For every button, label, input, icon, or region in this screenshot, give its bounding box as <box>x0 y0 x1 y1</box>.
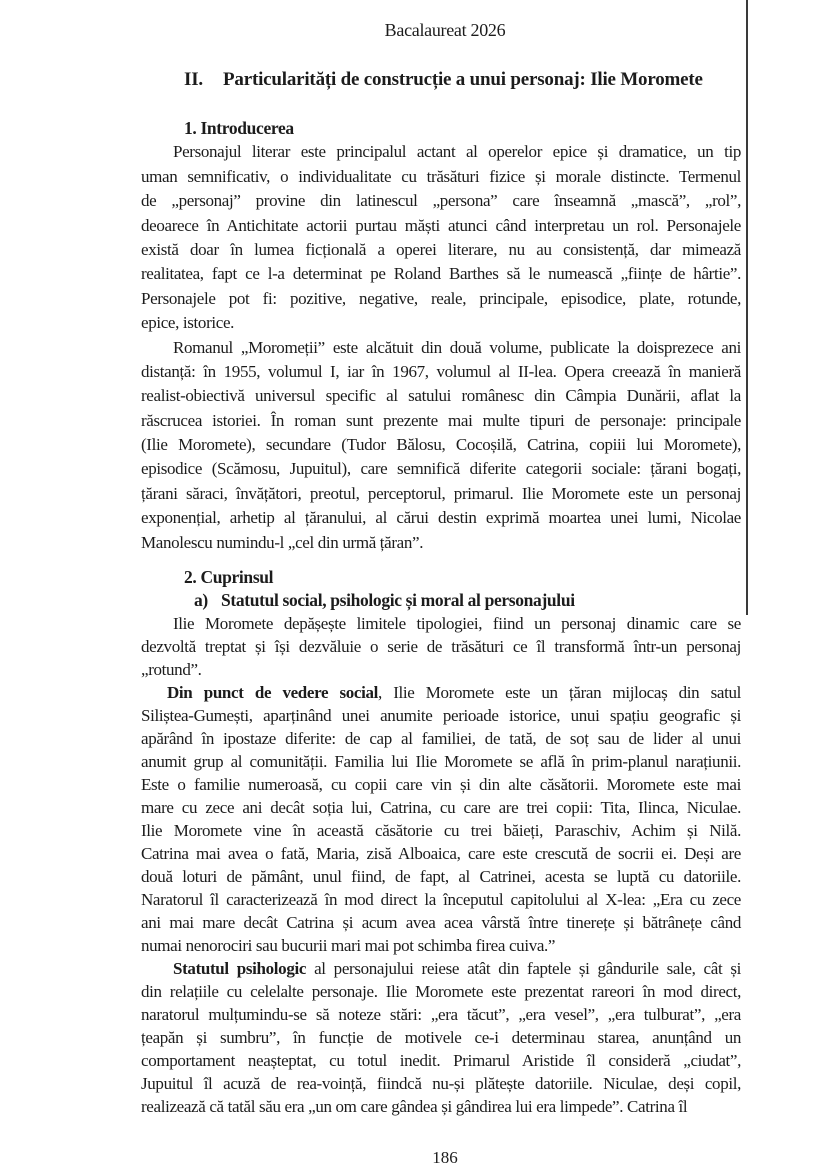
chapter-title-text: Particularități de construcție a unui personaj: Ilie Moromete <box>223 69 703 90</box>
paragraph-line: de „personaj” provine din latinescul „persona” care înseamnă „mască”, „rol”, <box>141 191 741 211</box>
paragraph-line: epice, istorice. <box>141 313 235 333</box>
paragraph-text: , Ilie Moromete este un țăran mijlocaș din satul <box>377 683 741 702</box>
paragraph-text: al personajului reiese atât din faptele și gândurile sale, cât și <box>306 959 741 978</box>
paragraph-line: răscrucea istoriei. În roman sunt prezente mai multe tipuri de personaje: principale <box>141 410 741 430</box>
paragraph-line: Personajele pot fi: pozitive, negative, reale, principale, episodice, plate, rotunde, <box>141 288 741 308</box>
paragraph-line: realizează că tatăl său era „un om care gândea și gândirea lui era limpede”. Catrina îl <box>141 1097 688 1116</box>
paragraph-line: din relațiile cu celelalte personaje. Ilie Moromete este prezentat rareori în mod direct, <box>141 982 741 1001</box>
paragraph-line: Personajul literar este principalul actant al operelor epice și dramatice, un tip <box>173 142 741 162</box>
paragraph-line: anumit grup al comunității. Familia lui Ilie Moromete se află în prim-planul narațiunii. <box>141 752 741 771</box>
section-heading: 1. Introducerea <box>184 118 294 138</box>
paragraph-line: există doar în lumea ficțională a operei literare, nu au consistență, dar mimează <box>141 239 741 259</box>
paragraph-line: țărani săraci, învățători, preotul, perceptorul, primarul. Ilie Moromete este un personaj <box>141 483 741 503</box>
paragraph-line: Catrina mai avea o fată, Maria, zisă Alboaica, care este crescută de socrii ei. Deși are <box>141 844 741 863</box>
paragraph-line: comportament neașteptat, cu totul inedit. Primarul Aristide îl consideră „ciudat”, <box>141 1051 741 1070</box>
paragraph-line: realitatea, fapt ce l-a determinat pe Roland Barthes să le numească „ființe de hârtie”. <box>141 264 741 284</box>
paragraph-line: Romanul „Moromeții” este alcătuit din două volume, publicate la doisprezece ani <box>173 337 741 357</box>
subsection-title: Statutul social, psihologic și moral al personajului <box>221 590 575 610</box>
paragraph-line: mare cu zece ani decât soția lui, Catrina, cu care are trei copii: Tita, Ilinca, Niculae. <box>141 798 741 817</box>
paragraph-line: numai nenorociri sau bucurii mari mai pot schimba firea cuiva.” <box>141 936 556 955</box>
paragraph-line: realist-obiectivă universul specific al satului românesc din Câmpia Dunării, aflat la <box>141 386 741 406</box>
bold-lead-phrase: Statutul psihologic <box>173 959 307 978</box>
paragraph-line: Naratorul îl caracterizează în mod direct la începutul capitolului al X-lea: „Era cu zece <box>141 890 741 909</box>
paragraph-line: Siliștea-Gumești, aparținând unei anumite perioade istorice, unui spațiu geografic și <box>141 706 741 725</box>
paragraph-line: două loturi de pământ, unul fiind, de fapt, al Catrinei, acesta se luptă cu datoriile. <box>141 867 741 886</box>
page-edge-shadow <box>746 0 748 615</box>
section-heading: 2. Cuprinsul <box>184 567 274 587</box>
paragraph-line: Ilie Moromete depășește limitele tipologiei, fiind un personaj dinamic care se <box>173 614 741 633</box>
paragraph-line: exponențial, arhetip al țăranului, al cărui destin exprimă moartea unei lumi, Nicolae <box>141 508 741 528</box>
chapter-number: II. <box>184 69 203 90</box>
paragraph-line: naratorul mulțumindu-se să noteze stări: „era tăcut”, „era vesel”, „era tulburat”, „era <box>141 1005 741 1024</box>
section-cuprinsul <box>141 566 741 1118</box>
paragraph-line: uman semnificativ, o individualitate cu trăsături fizice și morale distincte. Termenul <box>141 166 741 186</box>
paragraph-line: apărând în ipostaze diferite: de cap al familiei, de tată, de soț sau de lider al unui <box>141 729 741 748</box>
paragraph-line: dezvoltă treptat și își dezvăluie o serie de trăsături ce îl transformă într-un personaj <box>141 637 741 656</box>
paragraph-line: episodice (Scămosu, Jupuitul), care semnifică diferite categorii sociale: țărani bogați, <box>141 459 741 479</box>
paragraph-line <box>141 957 741 980</box>
paragraph-line: țeapăn și sumbru”, în funcție de motivele ce-i determinau starea, anunțând un <box>141 1028 741 1047</box>
paragraph-line <box>141 681 741 704</box>
paragraph-line: (Ilie Moromete), secundare (Tudor Bălosu, Cocoșilă, Catrina, copiii lui Moromete), <box>141 435 741 455</box>
paragraph-line: „rotund”. <box>141 660 202 679</box>
page-number: 186 <box>432 1148 458 1167</box>
section-introducerea <box>141 116 741 555</box>
subsection-label: a) <box>194 590 208 610</box>
paragraph-line: deoarece în Antichitate actorii purtau măști atunci când interpretau un rol. Personajele <box>141 215 741 235</box>
subsection-heading <box>141 589 741 612</box>
chapter-title <box>184 68 703 92</box>
running-header: Bacalaureat 2026 <box>384 20 506 40</box>
bold-lead-phrase: Din punct de vedere social <box>167 683 378 702</box>
paragraph-line: Este o familie numeroasă, cu copii care vin și din alte căsătorii. Moromete este mai <box>141 775 741 794</box>
paragraph-line: Jupuitul îl acuză de rea-voință, fiindcă nu-și plătește datoriile. Niculae, deși copil, <box>141 1074 741 1093</box>
paragraph-line: Ilie Moromete vine în această căsătorie cu trei băieți, Paraschiv, Achim și Nilă. <box>141 821 741 840</box>
paragraph-line: distanță: în 1955, volumul I, iar în 1967, volumul al II-lea. Opera creează în manieră <box>141 361 741 381</box>
paragraph-line: ani mai mare decât Catrina și acum avea acea vârstă între tinerețe și bătrânețe când <box>141 913 741 932</box>
paragraph-line: Manolescu numindu-l „cel din urmă țăran”. <box>141 532 424 552</box>
